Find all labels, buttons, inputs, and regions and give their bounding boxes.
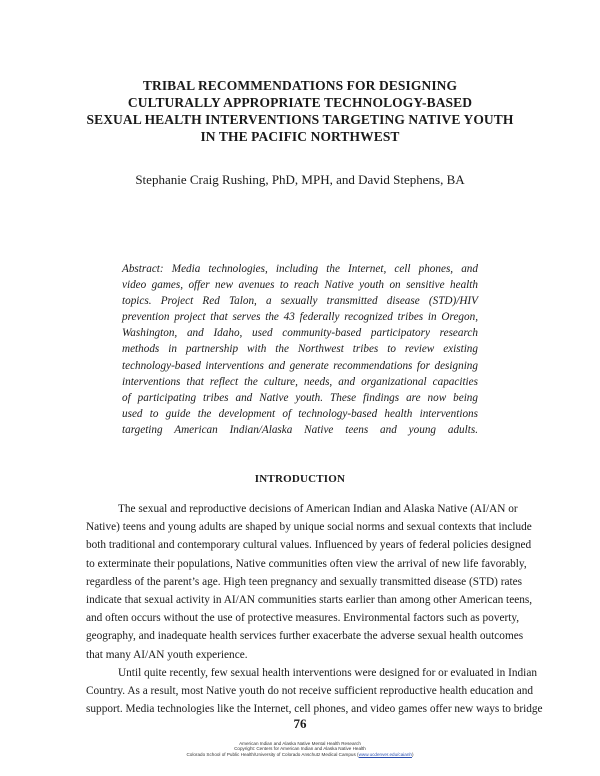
body-line: support. Media technologies like the Internet, cell phones, and video games offer new ways to bridge xyxy=(86,703,543,716)
body-line: that many AI/AN youth experience. xyxy=(86,648,248,661)
body-line: to exterminate their populations, Native communities often view the arrival of new life favorably, xyxy=(86,557,527,570)
body-line: Native) teens and young adults are shaped by unique social norms and sexual contexts that include xyxy=(86,521,532,534)
author-byline: Stephanie Craig Rushing, PhD, MPH, and David Stephens, BA xyxy=(135,172,465,187)
footer-link[interactable]: www.ucdenver.edu/caianh xyxy=(358,751,412,757)
section-heading: INTRODUCTION xyxy=(254,473,346,485)
body-text xyxy=(86,500,543,718)
article-title xyxy=(60,77,540,145)
title-line: TRIBAL RECOMMENDATIONS FOR DESIGNING xyxy=(142,78,458,93)
abstract-line: targeting American Indian/Alaska Native teens and young adults. xyxy=(122,423,478,436)
page-number: 76 xyxy=(293,716,307,731)
footer-institution: Colorado School of Public Health/University of Colorado Anschutz Medical Campus (www.ucdenver.edu/caianh) xyxy=(186,751,414,757)
abstract-line: used to guide the development of technology-based health interventions xyxy=(122,407,478,420)
body-line: Until quite recently, few sexual health interventions were designed for or evaluated in Indian xyxy=(118,666,537,679)
abstract-line: technology-based interventions and generate recommendations for designing xyxy=(122,359,478,372)
footer-journal: American Indian and Alaska Native Mental Health Research xyxy=(239,741,361,746)
footer-copyright: Copyright: Centers for American Indian and Alaska Native Health xyxy=(234,746,366,752)
abstract-line: Abstract: Media technologies, including the Internet, cell phones, and xyxy=(122,263,478,275)
abstract-line: prevention project that serves the 43 federally recognized tribes in Oregon, xyxy=(122,311,478,324)
abstract-line: video games, offer new avenues to reach Native youth on sensitive health xyxy=(122,279,478,292)
abstract-line: methods in partnership with the Northwest tribes to review existing xyxy=(122,343,478,356)
abstract xyxy=(122,261,478,438)
page-footer xyxy=(0,741,600,757)
abstract-line: interventions that reflect the culture, needs, and organizational capacities xyxy=(122,375,478,388)
body-line: both traditional and contemporary cultural values. Influenced by years of federal policies designed xyxy=(86,539,532,552)
title-line: IN THE PACIFIC NORTHWEST xyxy=(200,129,400,144)
abstract-line: Washington, and Idaho, used community-based participatory research xyxy=(122,327,478,340)
body-line: geography, and inadequate health services further exacerbate the adverse sexual health outcomes xyxy=(86,630,524,643)
body-line: The sexual and reproductive decisions of American Indian and Alaska Native (AI/AN or xyxy=(118,503,518,515)
body-line: indicate that sexual activity in AI/AN communities starts earlier than among other American teens, xyxy=(86,594,533,607)
body-line: and often occurs without the use of protective measures. Environmental factors such as poverty, xyxy=(86,612,520,625)
body-line: Country. As a result, most Native youth do not receive sufficient reproductive health education and xyxy=(86,685,534,698)
footer-institution-text: Colorado School of Public Health/University of Colorado Anschutz Medical Campus xyxy=(186,751,356,757)
abstract-line: of participating tribes and Native youth. These findings are now being xyxy=(122,391,478,404)
body-line: regardless of the parent’s age. High teen pregnancy and sexually transmitted disease (STD) rates xyxy=(86,575,523,588)
abstract-line: topics. Project Red Talon, a sexually transmitted disease (STD)/HIV xyxy=(122,295,478,308)
title-line: SEXUAL HEALTH INTERVENTIONS TARGETING NATIVE YOUTH xyxy=(86,112,514,127)
title-line: CULTURALLY APPROPRIATE TECHNOLOGY-BASED xyxy=(127,95,473,110)
